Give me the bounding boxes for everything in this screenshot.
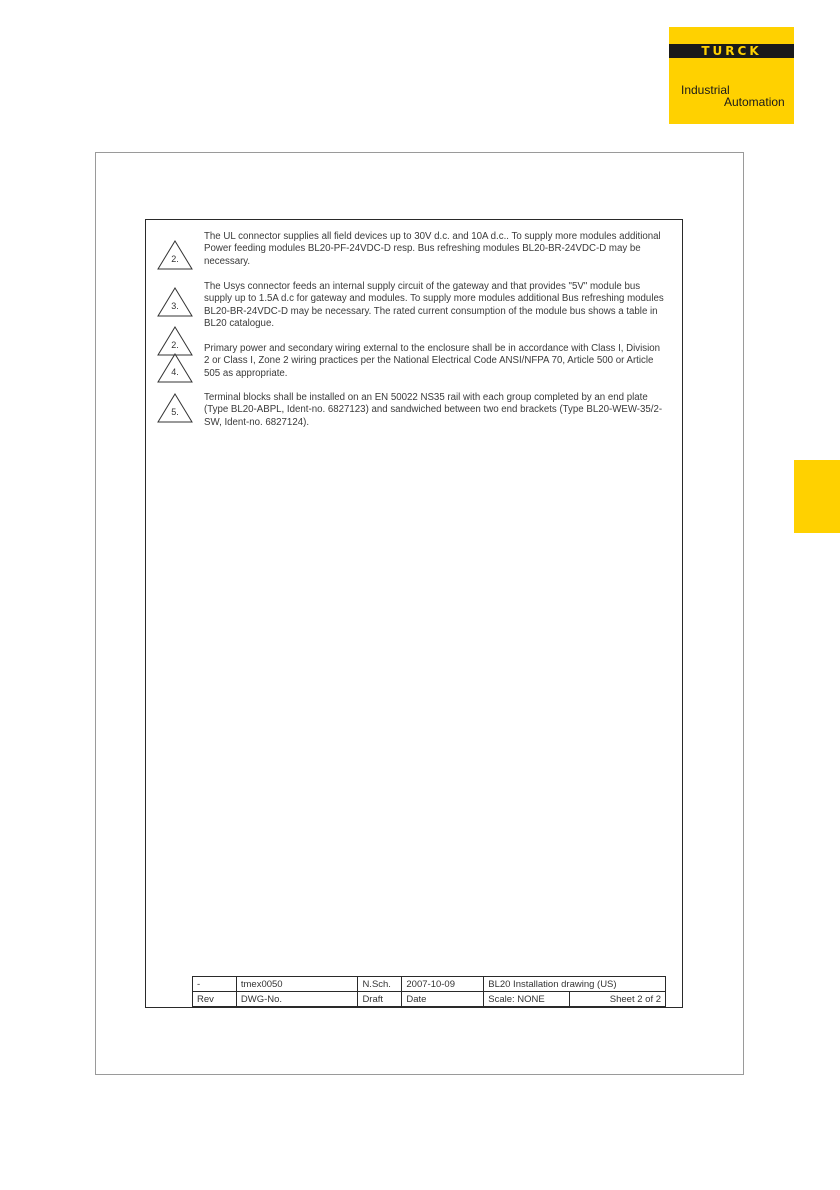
dwg-no-value: tmex0050 bbox=[236, 977, 358, 992]
note-marker-number: 4. bbox=[171, 367, 179, 377]
note-marker-triangle bbox=[157, 353, 193, 383]
note-marker-triangle bbox=[157, 240, 193, 270]
rev-label: Rev bbox=[193, 992, 237, 1007]
drafter-value: N.Sch. bbox=[358, 977, 402, 992]
note-text: Terminal blocks shall be installed on an EN 50022 NS35 rail with each group completed by an end plate (Type BL20-ABPL, Ident-no. 6827123) and sandwiched between two end brackets (Type BL20-WEW-35/2-SW, Ident-no. 6827124). bbox=[204, 392, 663, 428]
note-text: The UL connector supplies all field devices up to 30V d.c. and 10A d.c.. To supply more modules additional Power feeding modules BL20-PF-24VDC-D resp. Bus refreshing modules BL20-BR-24VDC-D may be necessary. bbox=[204, 231, 661, 267]
drawing-title: BL20 Installation drawing (US) bbox=[484, 977, 666, 992]
sheet-label: Sheet 2 of 2 bbox=[570, 992, 666, 1007]
date-value: 2007-10-09 bbox=[402, 977, 484, 992]
note-marker-triangle bbox=[157, 326, 193, 356]
logo-wordmark: TURCK bbox=[701, 44, 762, 58]
rev-value: - bbox=[193, 977, 237, 992]
note-marker-number: 2. bbox=[171, 254, 179, 264]
note-marker-triangle bbox=[157, 393, 193, 423]
note-marker-number: 3. bbox=[171, 301, 179, 311]
note-marker-number: 5. bbox=[171, 407, 179, 417]
note-marker-triangle bbox=[157, 287, 193, 317]
note-text: The Usys connector feeds an internal supply circuit of the gateway and that provides "5V" module bus supply up to 1.5A d.c for gateway and modules. To supply more modules additional Bus refreshing modules BL20-BR-24VDC-D may be necessary. The rated current consumption of the module bus shows a table in BL20 catalogue. bbox=[204, 281, 664, 330]
draft-label: Draft bbox=[358, 992, 402, 1007]
turck-logo bbox=[669, 27, 794, 124]
date-label: Date bbox=[402, 992, 484, 1007]
title-block-row bbox=[193, 977, 666, 992]
drawing-title-block bbox=[192, 976, 666, 1007]
note-marker-number: 2. bbox=[171, 340, 179, 350]
scale-label: Scale: NONE bbox=[484, 992, 570, 1007]
drawing-sheet-border bbox=[145, 219, 683, 1008]
logo-bar bbox=[669, 44, 794, 58]
note-text: Primary power and secondary wiring external to the enclosure shall be in accordance with Class I, Division 2 or Class I, Zone 2 wiring practices per the National Electrical Code ANSI/NFPA 70, Article 500 or Article 505 as appropriate. bbox=[204, 343, 661, 379]
title-block-row bbox=[193, 992, 666, 1007]
chapter-side-tab bbox=[794, 460, 840, 533]
logo-tagline-automation: Automation bbox=[724, 95, 785, 109]
logo-tagline-industrial: Industrial bbox=[681, 83, 730, 97]
dwg-no-label: DWG-No. bbox=[236, 992, 358, 1007]
